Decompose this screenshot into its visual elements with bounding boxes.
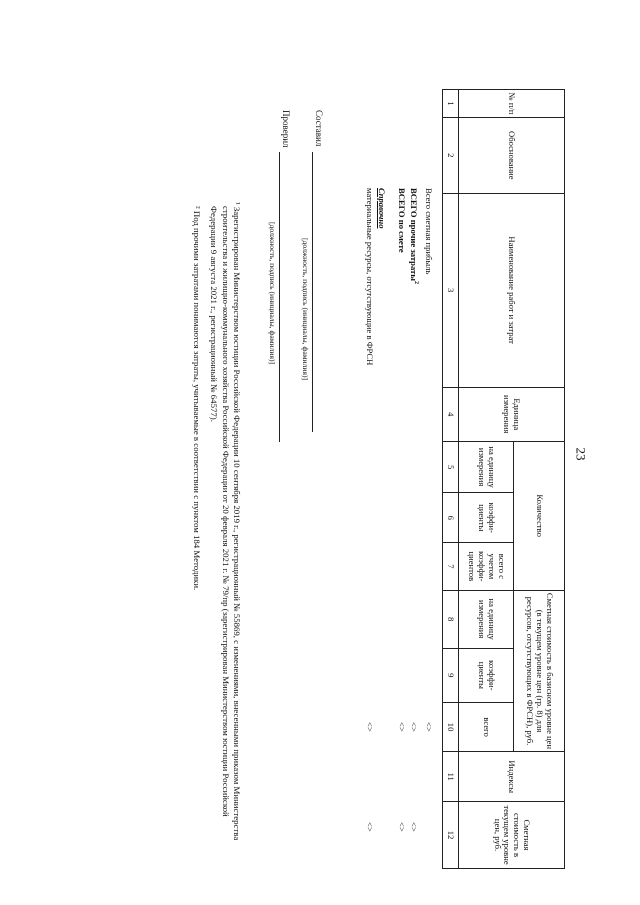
column-number: 9 — [443, 648, 459, 702]
row-missing-resources: материальные ресурсы, отсутствующие в ФРСН — [365, 188, 375, 366]
footnote-1: ¹ Зарегистрирован Министерством юстиции Российской Федерации 10 сентября 2019 г., регистрационный № 55869, с изменениями, внесенными приказом Министерства строительства и жилищно-коммунального хозяйства Российской Федерации от 20 февраля 2021 г. № 79/пр (зарегистрирован Министерством юстиции Российской Федерации 9 августа 2021 г., регистрационный № 64577). — [209, 202, 242, 841]
checked-label: Проверил — [281, 110, 291, 148]
estimate-table — [442, 89, 565, 869]
placeholder-col12-total: <> — [397, 822, 407, 832]
placeholder-col10-other: <> — [409, 722, 419, 732]
header-name: Наименование работ и затрат — [459, 193, 565, 387]
page-number: 23 — [573, 447, 589, 461]
placeholder-col10-missing: <> — [365, 722, 375, 732]
placeholder-col10-total: <> — [397, 722, 407, 732]
column-number: 12 — [443, 802, 459, 869]
header-current-cost: Сметная стоимость в текущем уровне цен, руб. — [459, 802, 565, 869]
column-number: 1 — [443, 90, 459, 118]
column-number: 3 — [443, 193, 459, 387]
column-number: 4 — [443, 387, 459, 441]
placeholder-col12-missing: <> — [365, 822, 375, 832]
column-number: 11 — [443, 752, 459, 802]
checked-hint: [должность, подпись (инициалы, фамилия)] — [268, 222, 277, 365]
row-total-estimate: ВСЕГО по смете — [397, 188, 407, 253]
column-number: 2 — [443, 118, 459, 194]
column-number: 10 — [443, 702, 459, 752]
header-basis: Обоснование — [459, 118, 565, 194]
header-num: № п/п — [459, 90, 565, 118]
column-number: 8 — [443, 590, 459, 648]
column-number: 7 — [443, 543, 459, 590]
column-number: 5 — [443, 441, 459, 493]
placeholder-col12-other: <> — [409, 822, 419, 832]
header-cost-coef: коэффи-циенты — [459, 648, 514, 702]
placeholder-col10-profit: <> — [424, 722, 434, 732]
header-quantity: Количество — [514, 441, 565, 590]
row-total-profit: Всего сметная прибыль — [424, 188, 434, 275]
footnote-ref-2: 2 — [412, 280, 419, 284]
header-qty-per-unit: на единицу измерения — [459, 441, 514, 493]
header-cost-total: всего — [459, 702, 514, 752]
header-indexes: Индексы — [459, 752, 565, 802]
header-unit: Единица измерения — [459, 387, 565, 441]
compiled-signature-line — [312, 152, 313, 432]
compiled-label: Составил — [314, 110, 324, 147]
row-other-costs-label: ВСЕГО прочие затраты — [409, 188, 419, 281]
footnote-2: ² Под прочими затратами понимаются затраты, учитываемые в соответствии с пунктом 184 Методики. — [192, 206, 202, 591]
column-number: 6 — [443, 493, 459, 543]
row-other-costs — [409, 188, 419, 284]
compiled-hint: [должность, подпись (инициалы, фамилия)] — [301, 238, 310, 381]
checked-signature-line — [279, 152, 280, 442]
header-qty-coef: коэффи-циенты — [459, 493, 514, 543]
header-qty-total: всего с учетом коэффи-циентов — [459, 543, 514, 590]
header-cost-group: Сметная стоимость в базисном уровне цен (в текущем уровне цен (гр. 8) для ресурсов, отсутствующих в ФРСН), руб. — [514, 590, 565, 752]
header-cost-per-unit: на единицу измерения — [459, 590, 514, 648]
row-reference: Справочно — [377, 188, 387, 229]
